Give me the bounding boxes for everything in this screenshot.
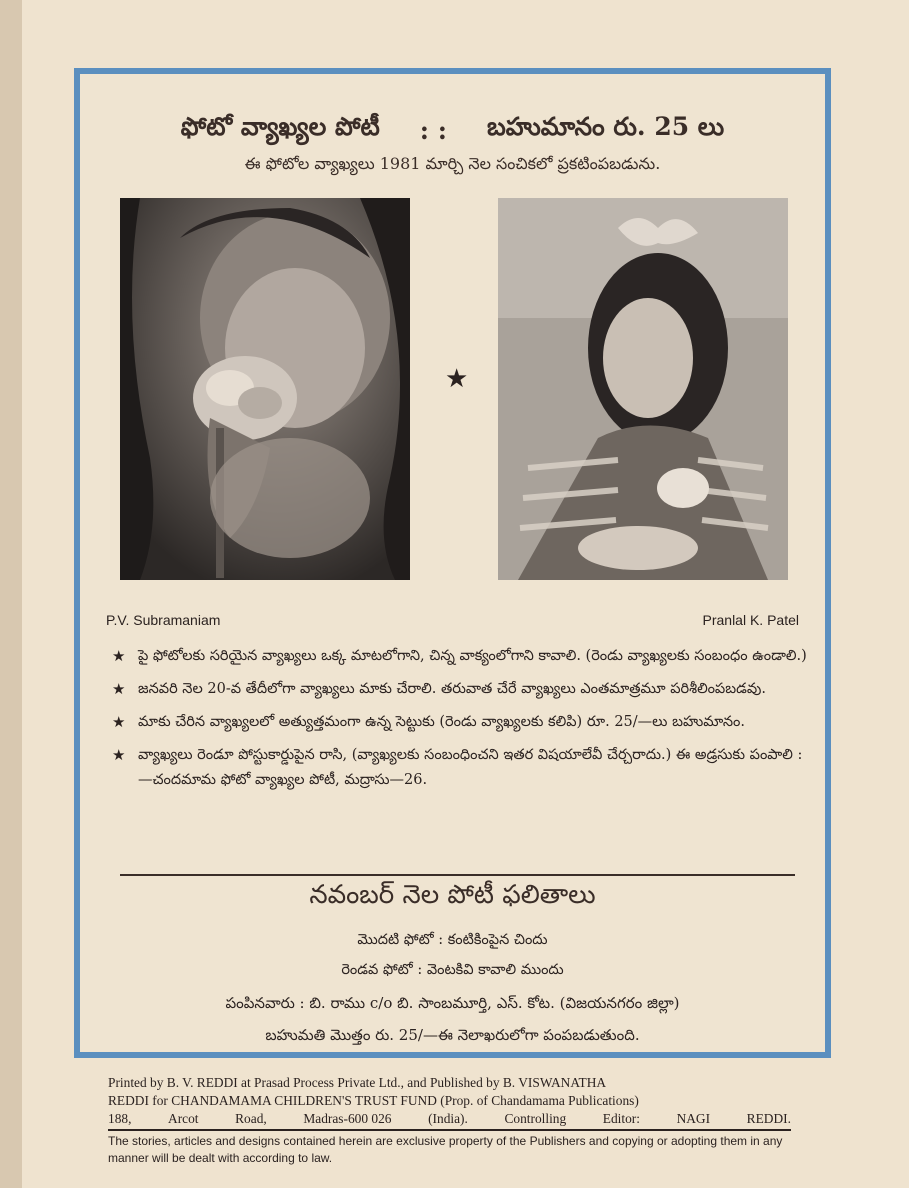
contest-frame [74, 68, 831, 1058]
photo-credit-right: Pranlal K. Patel [702, 612, 799, 628]
imprint-word: (India). [428, 1111, 468, 1126]
star-icon: ★ [112, 746, 126, 764]
rule-item [106, 743, 811, 793]
photo-girl-with-rose [120, 198, 410, 580]
contest-header [80, 110, 825, 150]
imprint-word: NAGI [676, 1111, 711, 1126]
star-icon: ★ [112, 713, 126, 731]
contest-rules [106, 644, 811, 801]
contest-title: ఫోటో వ్యాఖ్యల పోటీ [180, 112, 380, 141]
rule-text: మాకు చేరిన వ్యాఖ్యలలో అత్యుత్తమంగా ఉన్న సెట్టుకు (రెండు వ్యాఖ్యలకు కలిపి) రూ. 25/—లు బహుమానం. [138, 714, 745, 730]
imprint-line-3 [108, 1110, 791, 1128]
second-photo-result: రెండవ ఫోటో : వెంటకివి కావాలి ముందు [341, 962, 564, 978]
rule-text: జనవరి నెల 20-వ తేదీలోగా వ్యాఖ్యలు మాకు చేరాలి. తరువాత చేరే వ్యాఖ్యలు ఎంతమాత్రమూ పరిశీలింపబడవు. [138, 681, 766, 697]
prize-note: బహుమతి మొత్తం రు. 25/—ఈ నెలాఖరులోగా పంపబడుతుంది. [265, 1026, 640, 1044]
winner-sender: పంపినవారు : బి. రాము c/o బి. సాంబమూర్తి, ఎస్. కోట. (విజయనగరం జిల్లా) [225, 994, 680, 1012]
imprint-line-1: Printed by B. V. REDDI at Prasad Process Private Ltd., and Published by B. VISWANATHA [108, 1075, 607, 1090]
page-edge [0, 0, 22, 1188]
imprint-word: Madras-600 026 [303, 1111, 392, 1126]
photo-credit-left: P.V. Subramaniam [106, 612, 221, 628]
rule-text: పై ఫోటోలకు సరియైన వ్యాఖ్యలు ఒక్క మాటలోగాని, చిన్న వాక్యంలోగాని కావాలి. (రెండు వ్యాఖ్యలకు సంబంధం ఉండాలి.) [138, 648, 807, 664]
imprint-line-2: REDDI for CHANDAMAMA CHILDREN'S TRUST FUND (Prop. of Chandamama Publications) [108, 1093, 639, 1108]
rule-item [106, 710, 811, 735]
contest-subtitle: ఈ ఫోటోల వ్యాఖ్యలు 1981 మార్చి నెల సంచికలో ప్రకటింపబడును. [244, 154, 661, 173]
prize-amount: బహుమానం రు. 25 లు [486, 112, 725, 141]
rule-text: వ్యాఖ్యలు రెండూ పోస్టుకార్డుపైన రాసి, (వ్యాఖ్యలకు సంబంధించని ఇతర విషయాలేవీ చేర్చరాదు.) ఈ అడ్రసుకు పంపాలి :—చందమామ ఫోటో వ్యాఖ్యల పోటీ, మద్రాసు—26. [138, 747, 803, 788]
imprint-divider [108, 1129, 791, 1131]
rule-item [106, 677, 811, 702]
copyright-notice: The stories, articles and designs contained herein are exclusive property of the Publishers and copying or adopting them in any manner will be dealt with according to law. [108, 1134, 783, 1165]
section-divider [120, 874, 795, 876]
imprint-word: REDDI. [746, 1111, 791, 1126]
imprint-word: Controlling [504, 1111, 567, 1126]
star-icon: ★ [112, 647, 126, 665]
girl-with-rose-photo [120, 198, 410, 580]
imprint-word: Editor: [602, 1111, 640, 1126]
results-title: నవంబర్ నెల పోటీ ఫలితాలు [309, 880, 596, 910]
center-star-icon: ★ [445, 364, 469, 394]
star-icon: ★ [112, 680, 126, 698]
imprint-word: Road, [235, 1111, 267, 1126]
girl-with-bow-photo [498, 198, 788, 580]
imprint-word: 188, [108, 1111, 132, 1126]
imprint-word: Arcot [168, 1111, 199, 1126]
rule-item [106, 644, 811, 669]
photo-girl-with-bow [498, 198, 788, 580]
printer-imprint [108, 1074, 791, 1128]
header-separator: : : [419, 115, 447, 145]
first-photo-result: మొదటి ఫోటో : కంటికింపైన చిందు [357, 932, 548, 948]
